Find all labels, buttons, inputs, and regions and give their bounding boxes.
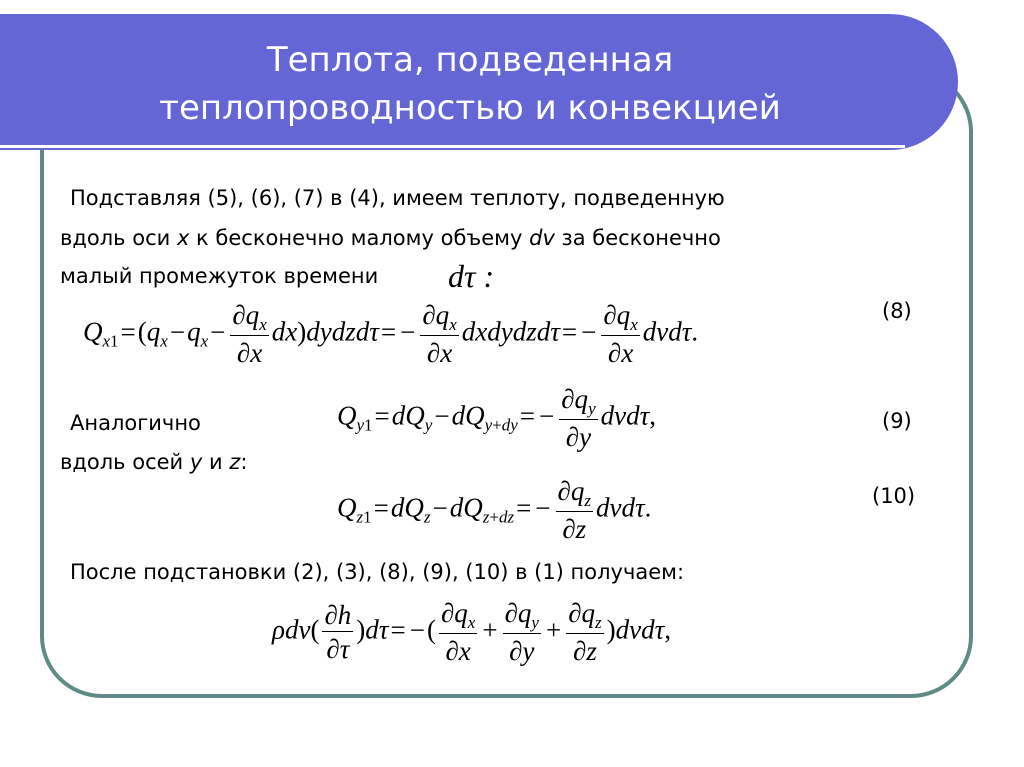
formula-eq10: $Q_{z1}=dQ_z-dQ_{z+dz}=$ − $\frac{\partial q_z}{\partial z}$ dvdτ.: [337, 476, 652, 544]
equation-number-9: (9): [882, 409, 912, 433]
equation-number-8: (8): [882, 299, 912, 323]
paragraph-line-2: вдоль оси x к бесконечно малому объему dv за бесконечно: [60, 226, 721, 250]
title-line-2: теплопроводностью и конвекцией: [159, 88, 781, 128]
paragraph-line-3: малый промежуток времени: [60, 264, 379, 288]
formula-eq8: $Q_{x1}=(q_x-q_x-$ $\frac{\partial q_x}{\partial x}$ dx)dydzdτ= − $\frac{\partial q_x}{\partial x}$ dxdydzdτ= − $\frac{\partial q_x}{\partial x}$ dvdτ.: [83, 300, 699, 368]
slide-title: [0, 36, 940, 132]
equation-number-10: (10): [872, 484, 916, 508]
analog-line-2: вдоль осей y и z:: [60, 450, 248, 474]
formula-final: ρdv( $\frac{\partial h}{\partial\tau}$ )dτ= −( $\frac{\partial q_x}{\partial x}$ + $\frac{\partial q_y}{\partial y}$ + $\frac{\partial q_z}{\partial z}$ )dvdτ,: [272, 598, 672, 666]
paragraph-line-1: Подставляя (5), (6), (7) в (4), имеем теплоту, подведенную: [70, 186, 725, 210]
analog-line-1: Аналогично: [70, 411, 201, 435]
formula-eq9: $Q_{y1}=dQ_y-dQ_{y+dy}=$ − $\frac{\partial q_y}{\partial y}$ dvdτ,: [337, 384, 657, 452]
title-line-1: Теплота, подведенная: [266, 40, 674, 80]
after-substitution-text: После подстановки (2), (3), (8), (9), (10) в (1) получаем:: [70, 560, 685, 584]
title-underline: [0, 145, 905, 148]
title-banner: [0, 14, 958, 150]
formula-dtau: dτ :: [448, 258, 495, 294]
